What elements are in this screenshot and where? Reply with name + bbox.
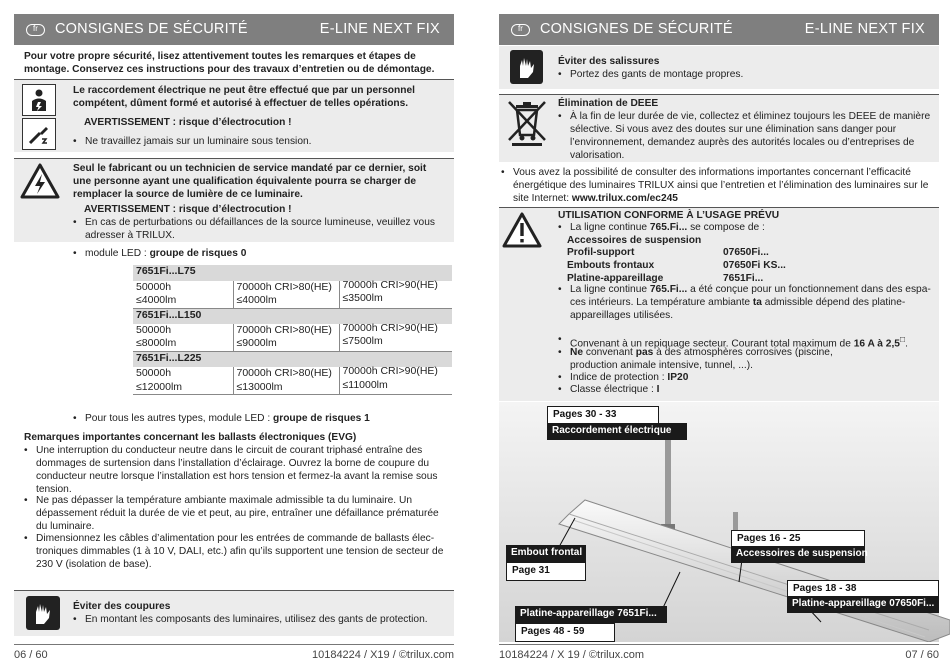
led-table-row — [133, 324, 452, 351]
led-lumen: ≤12000lm — [136, 380, 183, 393]
usage-bullet-c — [558, 372, 933, 385]
usage-bullet-c-bold: IP20 — [667, 372, 689, 383]
footer-ref-left: 10184224 / X19 / ©trilux.com — [311, 649, 454, 661]
suspension-label: Accessoires de suspension — [731, 546, 865, 563]
spec-label: Platine-appareillage — [567, 272, 664, 284]
led-risk-label: module LED : — [85, 248, 150, 259]
led-lifetime: 70000h CRI>90(HE) — [342, 322, 438, 335]
usage-bullet-b-3: pas — [635, 347, 654, 358]
led-group-title: 7651Fi...L225 — [133, 351, 452, 367]
usage-line1-c: se compose de : — [687, 222, 765, 233]
usage-bullet-a-text: Convenant à un repiquage secteur. Courant total maximum de — [570, 338, 854, 350]
footer-page-left: 06 / 60 — [14, 649, 48, 661]
other-types — [73, 413, 445, 426]
led-lumen: ≤7500lm — [342, 335, 383, 348]
led-group-title: 7651Fi...L150 — [133, 308, 452, 324]
header-product: E-LINE NEXT FIX — [319, 21, 440, 38]
led-lifetime: 50000h — [136, 281, 172, 293]
other-types-label: Pour tous les autres types, module LED : — [85, 413, 273, 424]
language-badge: fr — [511, 24, 530, 36]
usage-title: UTILISATION CONFORME À L’USAGE PRÉVU — [558, 210, 780, 221]
led-lumen: ≤8000lm — [136, 337, 177, 350]
led-table-cell — [133, 367, 233, 394]
end-cap-page-label: Page 31 — [506, 562, 586, 581]
footer-page-right: 07 / 60 — [905, 649, 939, 661]
evg-bullet-1: • Une interruption du conducteur neutre dans le circuit de courant triphasé entraîne des dommages de surtension dans l’installation d’éclairage. Ouvrez la borne de coupure du conducteur neutre lorsque l’installation est hors tension et fermez-la avant la remise sous tension. — [24, 445, 448, 497]
header-product: E-LINE NEXT FIX — [804, 21, 925, 38]
led-table-cell — [133, 324, 233, 351]
dirt-title: Éviter des salissures — [558, 56, 660, 67]
dirt-bullet: • Portez des gants de montage propres. — [558, 69, 928, 82]
deee-bullet: • À la fin de leur durée de vie, collectez et éliminez toujours les DEEE de manière sélective. Si vous avez des doutes sur une élimination sans danger pour l’environnement, demandez auprès des autorités locales ou d’entreprises de valorisation. — [558, 111, 933, 163]
cuts-bullet: • En montant les composants des luminaires, utilisez des gants de protection. — [73, 614, 443, 627]
warning-icon — [502, 212, 542, 248]
led-table-cell — [339, 367, 452, 394]
usage-bullet-b-1: Ne — [570, 347, 584, 358]
usage-bullet-d — [558, 384, 933, 397]
usage-bullet-a-sup: □ — [899, 334, 906, 344]
led-lumen: ≤3500lm — [342, 292, 383, 305]
led-table-cell — [339, 281, 452, 308]
led-lumen: ≤4000lm — [136, 294, 177, 307]
clean-gloves-icon — [510, 50, 543, 84]
gloves-icon — [26, 596, 60, 630]
led-lifetime: 50000h — [136, 324, 172, 337]
connection-pages-label: Pages 30 - 33 — [547, 406, 659, 425]
electrician-icon — [22, 84, 56, 116]
language-badge: fr — [26, 24, 45, 36]
usage-line1-a: La ligne continue — [570, 222, 650, 233]
led-lumen: ≤13000lm — [236, 380, 283, 393]
gear-label: Platine-appareillage 7651Fi... — [515, 606, 667, 623]
led-lumen: ≤11000lm — [342, 378, 388, 391]
spec-label: Embouts frontaux — [567, 259, 655, 271]
light-source-text: Seul le fabricant ou un technicien de service mandaté par ce dernier, soit une personne ayant une qualification équivalente pourra se charger de remplacer la source de lumière de ce luminaire. — [73, 163, 427, 200]
carrier-pages-label: Pages 18 - 38 — [787, 580, 939, 599]
evg-bullet-3: • Dimensionnez les câbles d’alimentation pour les entrées de commande de ballasts élec-troniques dimmables (1 à 10 V, DALI, etc.) afin qu’ils supportent une tension de secteur de 230 V (isolation de base). — [24, 533, 448, 572]
led-lifetime: 70000h CRI>80(HE) — [236, 367, 332, 380]
usage-line1-b: 765.Fi... — [649, 222, 688, 233]
footer-ref-right: 10184224 / X 19 / ©trilux.com — [499, 649, 645, 661]
warning-electric-icon — [20, 163, 60, 199]
electrical-bullet: • Ne travaillez jamais sur un luminaire sous tension. — [73, 136, 443, 149]
deee-title: Élimination de DEEE — [558, 98, 659, 109]
led-risk-group — [73, 248, 445, 261]
info-bullet — [501, 167, 933, 206]
led-risk-value: groupe de risques 0 — [149, 248, 247, 259]
usage-bullet-a-end: . — [905, 338, 908, 350]
electrical-text: Le raccordement électrique ne peut être effectué que par un personnel compétent, dûment formé et autorisé à effectuer de telles opérations. — [73, 85, 415, 109]
footer-rule — [499, 644, 939, 645]
evg-bullet-2: • Ne pas dépasser la température ambiante maximale admissible ta du luminaire. Un dépassement réduit la durée de vie et peut, au pire, entraîner une défaillance prématurée du luminaire. — [24, 495, 448, 534]
led-lifetime: 70000h CRI>80(HE) — [236, 281, 332, 293]
end-cap-label: Embout frontal — [506, 545, 586, 562]
header-title: CONSIGNES DE SÉCURITÉ — [55, 21, 248, 38]
gear-pages-label: Pages 48 - 59 — [515, 623, 615, 642]
electrical-warning: AVERTISSEMENT : risque d’électrocution ! — [84, 117, 292, 128]
header-right — [499, 14, 939, 45]
led-table-cell — [233, 367, 339, 394]
crossed-bin-icon — [504, 98, 549, 148]
led-lifetime: 70000h CRI>80(HE) — [236, 324, 332, 337]
info-url[interactable]: www.trilux.com/ec245 — [571, 192, 678, 204]
connection-label: Raccordement électrique — [547, 423, 687, 440]
usage-bullet-b-2: convenant — [583, 347, 636, 358]
led-table-cell — [339, 324, 452, 351]
screwdriver-icon — [22, 118, 56, 150]
evg-title: Remarques importantes concernant les ballasts électroniques (EVG) — [24, 432, 357, 443]
usage-line2-d: admissible dépend des platine-appareillages utilisées. — [570, 296, 906, 321]
led-lifetime: 70000h CRI>90(HE) — [342, 279, 438, 291]
spec-label: Profil-support — [567, 247, 635, 258]
led-table-cell — [233, 324, 339, 351]
usage-bullet-c-text: Indice de protection : — [570, 372, 668, 383]
led-lumen: ≤4000lm — [236, 294, 277, 307]
light-source-warning: AVERTISSEMENT : risque d’électrocution ! — [84, 204, 292, 215]
usage-bullet-d-bold: I — [656, 384, 660, 395]
led-table-row — [133, 367, 452, 394]
usage-line2 — [558, 284, 933, 323]
usage-specs — [567, 247, 823, 286]
led-group-title: 7651Fi...L75 — [133, 265, 452, 281]
led-lifetime: 50000h — [136, 367, 172, 380]
header-left — [14, 14, 454, 45]
spec-value: 07650Fi KS... — [723, 259, 786, 271]
spec-value: 07650Fi... — [723, 247, 769, 258]
usage-bullet-b-4: à des atmosphères corrosives (piscine, production animale intensive, tunnel, ...). — [570, 347, 833, 371]
led-table — [133, 265, 452, 395]
intro-text: Pour votre propre sécurité, lisez attentivement toutes les remarques et étapes de montage. Conservez ces instructions pour des travaux d’entretien ou de démontage. — [24, 51, 435, 75]
usage-bullet-b — [558, 347, 848, 373]
info-text: Vous avez la possibilité de consulter des informations importantes concernant l’efficacité énergétique des luminaires TRILUX ainsi que l’entretien et l’élimination des luminaires sur le site Internet: — [513, 167, 929, 204]
usage-accessories: Accessoires de suspension — [567, 235, 702, 246]
usage-line2-b: 765.Fi... — [649, 284, 688, 295]
cuts-title: Éviter des coupures — [73, 601, 171, 612]
right-page — [475, 0, 950, 667]
led-table-cell — [133, 281, 233, 308]
led-table-cell — [233, 281, 339, 308]
footer-rule — [14, 644, 454, 645]
suspension-pages-label: Pages 16 - 25 — [731, 530, 865, 549]
led-table-row — [133, 281, 452, 308]
usage-line2-c: a été conçue pour un fonctionnement dans des espa-ces intérieurs. La température ambiante — [570, 284, 931, 308]
usage-line2-a: La ligne continue — [570, 284, 650, 295]
led-lumen: ≤9000lm — [236, 337, 277, 350]
light-source-bullet: • En cas de perturbations ou défaillances de la source lumineuse, veuillez vous adresser à TRILUX. — [73, 217, 445, 243]
header-title: CONSIGNES DE SÉCURITÉ — [540, 21, 733, 38]
usage-line1 — [558, 222, 933, 235]
carrier-label: Platine-appareillage 07650Fi... — [787, 596, 939, 613]
usage-line2-ta: ta — [752, 296, 762, 308]
other-types-value: groupe de risques 1 — [273, 413, 370, 424]
led-lifetime: 70000h CRI>90(HE) — [342, 365, 438, 378]
usage-bullet-d-text: Classe électrique : — [570, 384, 657, 395]
usage-bullet-a-bold: 16 A à 2,5 — [853, 338, 900, 350]
spec-value: 7651Fi... — [723, 272, 764, 284]
